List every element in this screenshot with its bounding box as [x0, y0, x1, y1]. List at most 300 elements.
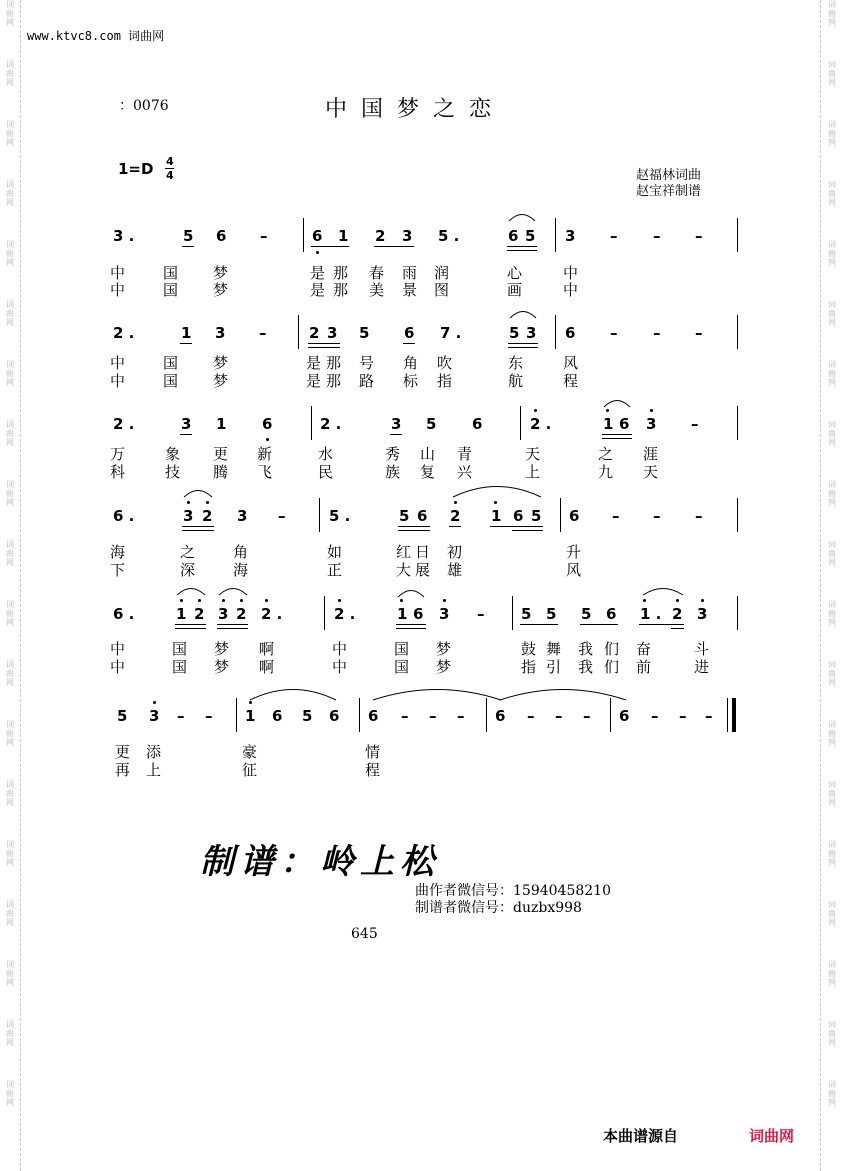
lyric: 中	[332, 640, 348, 658]
note: –	[651, 707, 659, 725]
note: 1 .	[640, 605, 662, 623]
note: –	[205, 707, 213, 725]
lyric: 角	[233, 543, 249, 561]
note: –	[259, 324, 267, 342]
lyric: 梦	[213, 281, 229, 299]
lyric: 涯	[643, 445, 659, 463]
lyric: 程	[365, 761, 381, 779]
watermark-text: 词曲网	[6, 1020, 14, 1047]
watermark-text: 词曲网	[6, 60, 14, 87]
upper-octave-dot	[153, 701, 156, 704]
underline	[175, 624, 206, 625]
underline	[403, 343, 415, 344]
barline	[359, 698, 360, 732]
lyric: 兴	[457, 463, 473, 481]
time-signature-bottom: 4	[166, 169, 174, 182]
note: 2 .	[113, 324, 135, 342]
underline	[671, 628, 684, 629]
lyric: 升	[566, 543, 582, 561]
lyric: 标	[403, 372, 419, 390]
watermark-text: 词曲网	[6, 960, 14, 987]
note: –	[691, 415, 699, 433]
underline	[602, 434, 632, 435]
barline	[236, 698, 237, 732]
lyric: 雄	[447, 561, 463, 579]
note: –	[477, 605, 485, 623]
lyric: 那	[326, 354, 342, 372]
lyric: 画	[507, 281, 523, 299]
note: 6	[619, 415, 630, 433]
lyric: 海	[233, 561, 249, 579]
note: –	[555, 707, 563, 725]
watermark-text: 词曲网	[828, 1080, 836, 1107]
lyric: 国	[394, 640, 410, 658]
underline	[182, 530, 214, 531]
lyric: 那	[333, 281, 349, 299]
lyric: 梦	[436, 640, 452, 658]
upper-octave-dot	[534, 409, 537, 412]
note: 6	[417, 507, 428, 525]
lyric: 中	[563, 264, 579, 282]
note: 5 .	[329, 507, 351, 525]
note: 6	[216, 227, 227, 245]
lyric: 征	[242, 761, 258, 779]
lyric: 如	[327, 543, 343, 561]
watermark-text: 词曲网	[828, 0, 836, 27]
note: –	[695, 507, 703, 525]
watermark-text: 词曲网	[6, 180, 14, 207]
final-barline-thick	[732, 698, 736, 732]
underline	[311, 246, 349, 247]
barline	[303, 218, 304, 252]
upper-octave-dot	[180, 599, 183, 602]
credit-notation: 赵宝祥制谱	[636, 184, 702, 199]
note: –	[583, 707, 591, 725]
lyric: 日	[415, 543, 431, 561]
lyric: 号	[359, 354, 375, 372]
lyric: 心	[507, 264, 523, 282]
lyric: 风	[563, 354, 579, 372]
note: 2 .	[113, 415, 135, 433]
lyric: 雨	[402, 264, 418, 282]
note: 2	[309, 324, 320, 342]
barline	[324, 596, 325, 630]
barline	[311, 406, 312, 440]
upper-octave-dot	[265, 599, 268, 602]
slur	[508, 212, 536, 222]
note: 5	[399, 507, 410, 525]
lyric: 添	[146, 743, 162, 761]
watermark-text: 词曲网	[6, 480, 14, 507]
right-margin-line	[820, 0, 821, 1171]
lyric: 航	[508, 372, 524, 390]
note: 6	[495, 707, 506, 725]
lyric: 是	[306, 372, 322, 390]
lyric: 国	[172, 658, 188, 676]
note: –	[401, 707, 409, 725]
lyric: 图	[434, 281, 450, 299]
barline	[737, 218, 738, 252]
note: 1	[176, 605, 187, 623]
slur	[249, 687, 337, 701]
note: –	[653, 227, 661, 245]
watermark-text: 词曲网	[828, 60, 836, 87]
lyric: 九	[598, 463, 614, 481]
note: 6	[262, 415, 273, 433]
watermark-text: 词曲网	[6, 540, 14, 567]
lyric: 飞	[257, 463, 273, 481]
lyric: 更	[213, 445, 229, 463]
slur	[176, 586, 206, 596]
watermark-text: 词曲网	[6, 120, 14, 147]
time-signature-top: 4	[166, 155, 174, 168]
note: 3	[391, 415, 402, 433]
note: 6	[413, 605, 424, 623]
watermark-text: 词曲网	[6, 420, 14, 447]
lyric: 梦	[213, 354, 229, 372]
footer-site-link[interactable]: 词曲网	[749, 1127, 795, 1145]
note: 2 .	[320, 415, 342, 433]
lyric: 奋	[636, 640, 652, 658]
lyric: 中	[563, 281, 579, 299]
note: 6	[404, 324, 415, 342]
lyric: 梦	[213, 264, 229, 282]
slur	[372, 687, 502, 701]
left-margin-line	[20, 0, 21, 1171]
note: 1	[603, 415, 614, 433]
lyric: 梦	[214, 640, 230, 658]
underline	[374, 246, 414, 247]
note: 5	[525, 227, 536, 245]
note: –	[610, 324, 618, 342]
credit-lyrics-music: 赵福林词曲	[636, 168, 702, 183]
note: 5	[117, 707, 128, 725]
note: 3	[149, 707, 160, 725]
note: –	[679, 707, 687, 725]
barline	[555, 315, 556, 349]
lyric: 引	[546, 658, 562, 676]
lyric: 秀	[385, 445, 401, 463]
underline	[217, 628, 248, 629]
upper-octave-dot	[494, 501, 497, 504]
lyric: 之	[180, 543, 196, 561]
lyric: 梦	[213, 372, 229, 390]
lyric: 国	[172, 640, 188, 658]
lyric: 我	[578, 640, 594, 658]
note: 6	[329, 707, 340, 725]
note: 1	[397, 605, 408, 623]
note: –	[695, 227, 703, 245]
underline	[390, 434, 402, 435]
underline	[180, 343, 192, 344]
note: 2	[450, 507, 461, 525]
note: 3	[237, 507, 248, 525]
note: 6	[368, 707, 379, 725]
note: 2	[375, 227, 386, 245]
lyric: 天	[525, 445, 541, 463]
watermark-text: 词曲网	[6, 780, 14, 807]
watermark-text: 词曲网	[828, 660, 836, 687]
underline	[490, 526, 543, 527]
lyric: 初	[447, 543, 463, 561]
note: 5	[509, 324, 520, 342]
lyric: 更	[115, 743, 131, 761]
note: 2	[672, 605, 683, 623]
lyric: 润	[434, 264, 450, 282]
lyric: 啊	[259, 640, 275, 658]
note: 6 .	[113, 605, 135, 623]
lyric: 上	[146, 761, 162, 779]
lyric: 中	[110, 372, 126, 390]
lyric: 角	[403, 354, 419, 372]
note: –	[610, 227, 618, 245]
lyric: 科	[110, 463, 126, 481]
final-barline-thin	[727, 698, 728, 732]
underline	[308, 343, 340, 344]
lyric: 海	[110, 543, 126, 561]
note: –	[429, 707, 437, 725]
lyric: 春	[369, 264, 385, 282]
underline	[398, 530, 430, 531]
underline	[398, 526, 430, 527]
note: –	[612, 507, 620, 525]
lyric: 们	[604, 658, 620, 676]
note: 2 .	[261, 605, 283, 623]
underline	[217, 624, 248, 625]
lyric: 万	[110, 445, 126, 463]
note: 6	[565, 324, 576, 342]
lyric: 大	[396, 561, 412, 579]
upper-octave-dot	[454, 501, 457, 504]
note: –	[278, 507, 286, 525]
lyric: 舞	[546, 640, 562, 658]
barline	[737, 315, 738, 349]
lyric: 吹	[437, 354, 453, 372]
lyric: 民	[318, 463, 334, 481]
upper-octave-dot	[240, 599, 243, 602]
note: 6 .	[113, 507, 135, 525]
lyric: 新	[257, 445, 273, 463]
lyric: 山	[420, 445, 436, 463]
note: 3	[565, 227, 576, 245]
barline	[486, 698, 487, 732]
watermark-text: 词曲网	[828, 600, 836, 627]
note: 3	[218, 605, 229, 623]
note: 1	[181, 324, 192, 342]
lyric: 啊	[259, 658, 275, 676]
watermark-text: 词曲网	[6, 600, 14, 627]
lyric: 中	[332, 658, 348, 676]
watermark-text: 词曲网	[6, 660, 14, 687]
barline	[610, 698, 611, 732]
note: 6	[569, 507, 580, 525]
lyric: 风	[566, 561, 582, 579]
lyric: 深	[180, 561, 196, 579]
underline	[580, 624, 618, 625]
note: 3	[327, 324, 338, 342]
watermark-text: 词曲网	[828, 120, 836, 147]
note: –	[695, 324, 703, 342]
lyric: 水	[318, 445, 334, 463]
footer-source-label: 本曲谱源自	[603, 1127, 679, 1145]
upper-octave-dot	[443, 599, 446, 602]
barline	[319, 498, 320, 532]
barline	[737, 596, 738, 630]
lyric: 梦	[214, 658, 230, 676]
lyric: 再	[115, 761, 131, 779]
lower-octave-dot	[316, 251, 319, 254]
watermark-text: 词曲网	[828, 1020, 836, 1047]
upper-octave-dot	[198, 599, 201, 602]
slur	[218, 586, 248, 596]
watermark-text: 词曲网	[828, 240, 836, 267]
upper-octave-dot	[676, 599, 679, 602]
lyric: 中	[110, 658, 126, 676]
lyric: 族	[385, 463, 401, 481]
lyric: 梦	[436, 658, 452, 676]
watermark-text: 词曲网	[828, 780, 836, 807]
lyric: 中	[110, 264, 126, 282]
lyric: 是	[310, 264, 326, 282]
slur	[397, 588, 425, 598]
underline	[512, 530, 543, 531]
page-number: 645	[351, 926, 378, 942]
lyric: 国	[163, 354, 179, 372]
lyric: 腾	[213, 463, 229, 481]
note: 6	[312, 227, 323, 245]
lyric: 进	[694, 658, 710, 676]
note: 5	[581, 605, 592, 623]
lyric: 们	[604, 640, 620, 658]
watermark-text: 词曲网	[6, 900, 14, 927]
note: 6	[272, 707, 283, 725]
slur	[603, 398, 631, 408]
lyric: 东	[508, 354, 524, 372]
note: –	[705, 707, 713, 725]
note: –	[527, 707, 535, 725]
note: 3	[215, 324, 226, 342]
note: 5	[531, 507, 542, 525]
lyric: 我	[578, 658, 594, 676]
song-title: 中国梦之恋	[325, 97, 506, 122]
lyric: 红	[396, 543, 412, 561]
note: 2 .	[334, 605, 356, 623]
composer-wechat: 曲作者微信号：15940458210	[415, 883, 611, 899]
slur	[642, 586, 684, 596]
lyric: 前	[636, 658, 652, 676]
lyric: 青	[457, 445, 473, 463]
upper-octave-dot	[606, 409, 609, 412]
underline	[182, 526, 214, 527]
lyric: 情	[365, 743, 381, 761]
note: 1	[338, 227, 349, 245]
watermark-text: 词曲网	[828, 900, 836, 927]
barline	[560, 498, 561, 532]
watermark-text: 词曲网	[828, 960, 836, 987]
note: 6	[472, 415, 483, 433]
note: 7 .	[440, 324, 462, 342]
slur	[499, 687, 627, 701]
note: –	[260, 227, 268, 245]
watermark-text: 词曲网	[828, 420, 836, 447]
watermark-text: 词曲网	[828, 720, 836, 747]
watermark-text: 词曲网	[828, 300, 836, 327]
underline	[508, 343, 538, 344]
lyric: 技	[165, 463, 181, 481]
underline	[396, 624, 426, 625]
note: –	[653, 324, 661, 342]
song-number: ：0076	[119, 98, 169, 114]
note: 3	[181, 415, 192, 433]
watermark-text: 词曲网	[828, 540, 836, 567]
note: 1	[491, 507, 502, 525]
barline	[298, 315, 299, 349]
lyric: 国	[394, 658, 410, 676]
upper-octave-dot	[701, 599, 704, 602]
watermark-text: 词曲网	[828, 840, 836, 867]
upper-octave-dot	[650, 409, 653, 412]
lyric: 中	[110, 281, 126, 299]
lyric: 展	[415, 561, 431, 579]
lyric: 豪	[242, 743, 258, 761]
lyric: 中	[110, 640, 126, 658]
key-signature: 1=D	[118, 160, 154, 178]
underline	[639, 624, 684, 625]
watermark-text: 词曲网	[6, 0, 14, 27]
lyric: 指	[521, 658, 537, 676]
underline	[182, 246, 194, 247]
watermark-text: 词曲网	[6, 720, 14, 747]
underline	[175, 628, 206, 629]
slur	[183, 488, 213, 498]
underline	[449, 526, 461, 527]
note: 2 .	[530, 415, 552, 433]
underline	[507, 250, 537, 251]
underline	[602, 438, 632, 439]
lower-octave-dot	[266, 438, 269, 441]
watermark-text: 词曲网	[6, 300, 14, 327]
note: 3	[402, 227, 413, 245]
note: 6	[606, 605, 617, 623]
lyric: 斗	[694, 640, 710, 658]
underline	[396, 628, 426, 629]
barline	[520, 406, 521, 440]
note: –	[457, 707, 465, 725]
watermark-text: 词曲网	[6, 840, 14, 867]
lyric: 那	[326, 372, 342, 390]
barline	[512, 596, 513, 630]
lyric: 象	[165, 445, 181, 463]
watermark-text: 词曲网	[6, 360, 14, 387]
note: 5	[426, 415, 437, 433]
underline	[507, 246, 537, 247]
lyric: 天	[643, 463, 659, 481]
lyric: 之	[598, 445, 614, 463]
watermark-text: 词曲网	[828, 180, 836, 207]
lyric: 路	[359, 372, 375, 390]
notator-signature: 制谱：岭上松	[200, 842, 440, 882]
upper-octave-dot	[206, 501, 209, 504]
watermark-text: 词曲网	[6, 240, 14, 267]
note: 3	[646, 415, 657, 433]
lyric: 指	[437, 372, 453, 390]
slur	[509, 309, 537, 319]
lyric: 是	[306, 354, 322, 372]
upper-octave-dot	[187, 501, 190, 504]
note: 6	[619, 707, 630, 725]
watermark-text: 词曲网	[6, 1080, 14, 1107]
note: 5	[183, 227, 194, 245]
